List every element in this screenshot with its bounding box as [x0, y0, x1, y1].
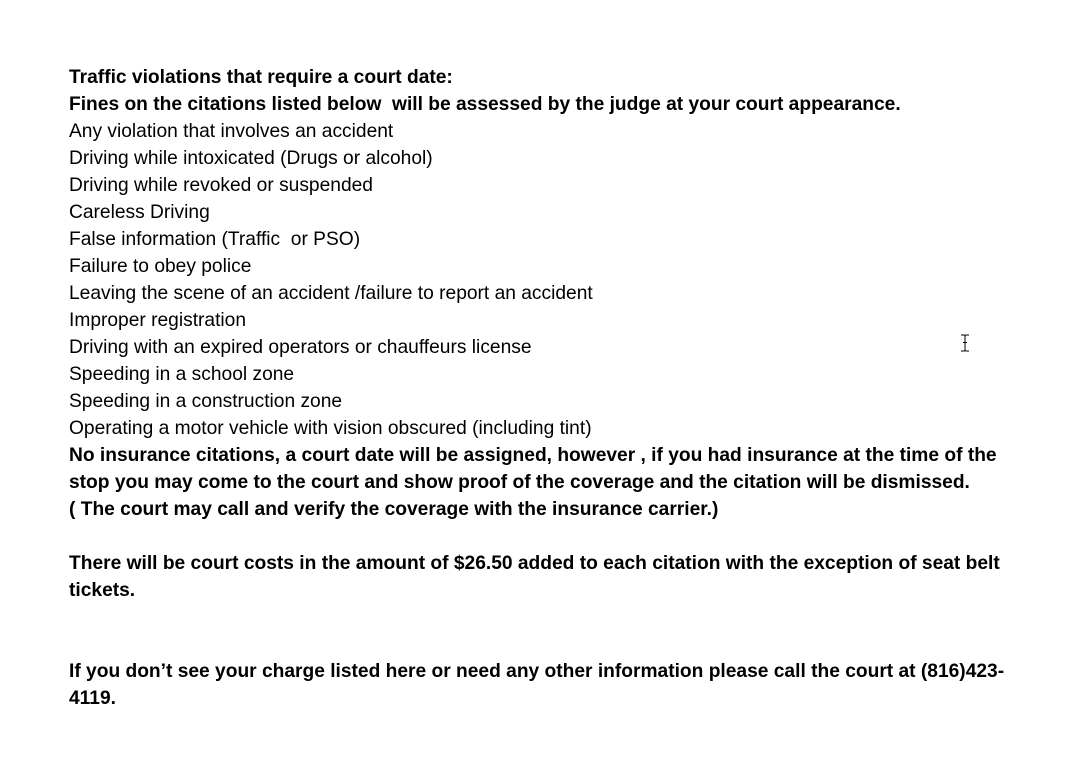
- list-item: Driving while intoxicated (Drugs or alcohol): [69, 148, 433, 169]
- list-item: Any violation that involves an accident: [69, 121, 394, 142]
- contact-note: If you don’t see your charge listed here or need any other information please call the court at (816)423-4119.: [69, 661, 1005, 709]
- list-item: False information (Traffic or PSO): [69, 229, 361, 250]
- list-item: Speeding in a construction zone: [69, 391, 343, 412]
- list-item: Leaving the scene of an accident /failure to report an accident: [69, 283, 593, 304]
- heading: Traffic violations that require a court date:: [69, 67, 453, 88]
- list-item: Failure to obey police: [69, 256, 252, 277]
- spacer: [69, 604, 1014, 631]
- list-item: Improper registration: [69, 310, 247, 331]
- insurance-verify-note: ( The court may call and verify the coverage with the insurance carrier.): [69, 499, 719, 520]
- list-item: Speeding in a school zone: [69, 364, 295, 385]
- insurance-note: No insurance citations, a court date will be assigned, however , if you had insurance at the time of the stop you may come to the court and show proof of the coverage and the citation will be dismissed.: [69, 445, 997, 493]
- court-costs-note: There will be court costs in the amount of $26.50 added to each citation with the exception of seat belt tickets.: [69, 553, 1000, 601]
- spacer: [69, 523, 1014, 550]
- list-item: Careless Driving: [69, 202, 210, 223]
- spacer: [69, 631, 1014, 658]
- subheading: Fines on the citations listed below will be assessed by the judge at your court appearance.: [69, 94, 901, 115]
- violations-list: [69, 118, 1014, 442]
- list-item: Driving with an expired operators or chauffeurs license: [69, 337, 532, 358]
- i-beam-icon: [960, 334, 970, 352]
- document-body: [69, 64, 1014, 712]
- list-item: Driving while revoked or suspended: [69, 175, 373, 196]
- list-item: Operating a motor vehicle with vision obscured (including tint): [69, 418, 592, 439]
